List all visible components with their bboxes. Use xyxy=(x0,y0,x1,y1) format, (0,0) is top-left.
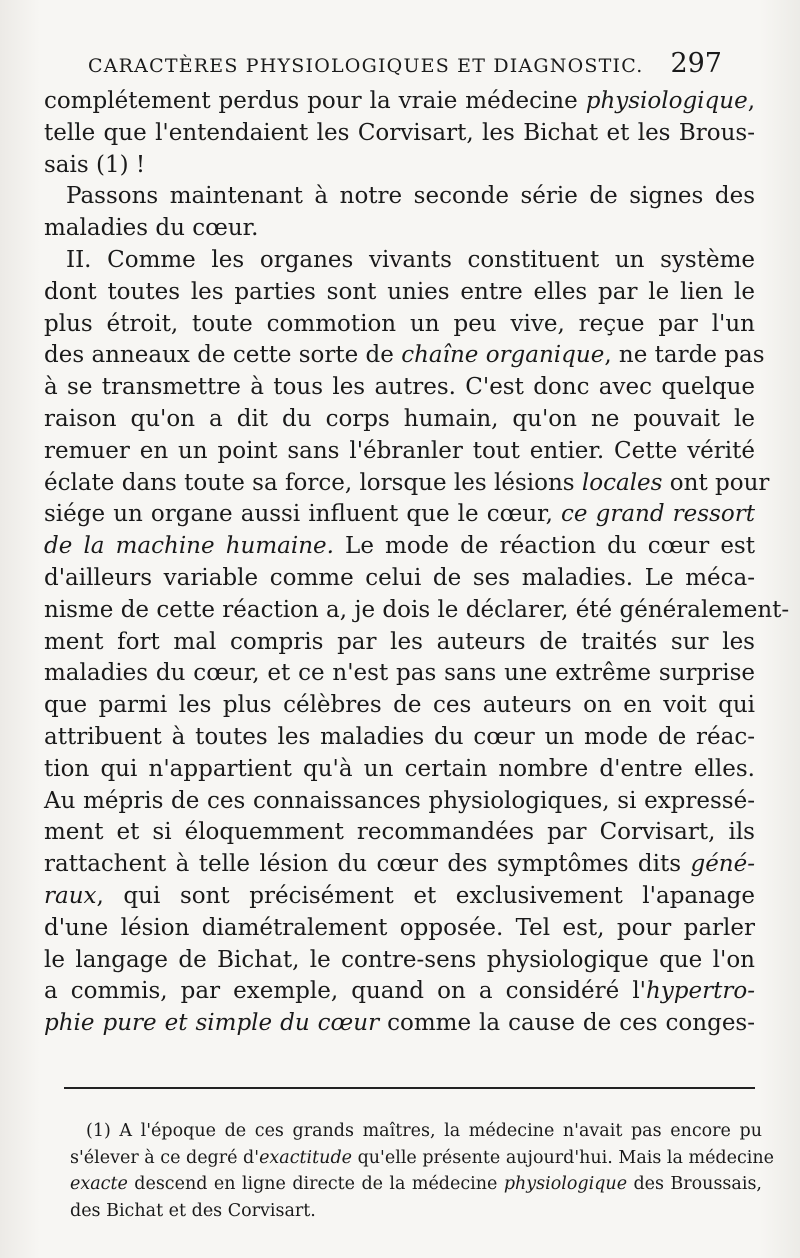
italic-text: exactitude xyxy=(259,1147,353,1168)
text-run: ment et si éloquemment recommandées par Corvisart, ils xyxy=(44,819,755,846)
text-run: complétement perdus pour la vraie médecine xyxy=(44,88,586,114)
page-header xyxy=(88,48,722,82)
text-line xyxy=(44,627,755,659)
italic-text: phie pure et simple du cœur xyxy=(44,1010,380,1037)
italic-text: géné- xyxy=(690,851,755,878)
text-run: ment fort mal compris par les auteurs de traités sur les xyxy=(44,628,755,655)
italic-text: chaîne organique xyxy=(401,342,605,369)
text-run: , qui sont précisément et exclusivement l'apanage xyxy=(96,882,755,909)
footnote xyxy=(70,1118,775,1224)
text-run: ont pour xyxy=(662,469,770,496)
text-run: comme la cause de ces conges- xyxy=(379,1010,756,1037)
text-run: maladies du cœur. xyxy=(44,215,259,242)
text-line xyxy=(44,531,755,563)
text-run: qu'elle présente aujourd'hui. Mais la médecine xyxy=(352,1147,775,1168)
text-line xyxy=(44,658,755,690)
text-run: (1) A l'époque de ces grands maîtres, la médecine n'avait pas encore pu xyxy=(86,1121,762,1141)
text-line xyxy=(44,245,755,277)
text-run: raison qu'on a dit du corps humain, qu'on ne pouvait le xyxy=(44,405,755,432)
italic-text: exacte xyxy=(70,1174,128,1194)
text-run: a commis, par exemple, quand on a considéré l' xyxy=(44,978,646,1005)
text-run: sais (1) ! xyxy=(44,151,146,178)
text-line xyxy=(44,817,755,849)
text-run: à se transmettre à tous les autres. C'est donc avec quelque xyxy=(44,374,755,401)
text-line xyxy=(44,181,755,213)
text-line xyxy=(44,754,755,786)
text-run: attribuent à toutes les maladies du cœur un mode de réac- xyxy=(44,723,755,750)
text-line xyxy=(44,499,755,531)
text-run: nisme de cette réaction a, je dois le déclarer, été généralement- xyxy=(44,596,790,623)
text-line xyxy=(44,86,755,118)
italic-text: de la machine humaine. xyxy=(44,533,334,560)
text-line xyxy=(44,468,770,500)
text-run: des Broussais, xyxy=(627,1174,762,1194)
text-run: d'ailleurs variable comme celui de ses maladies. Le méca- xyxy=(44,564,755,591)
italic-text: locales xyxy=(581,469,663,496)
text-line xyxy=(44,213,755,245)
text-run: des anneaux de cette sorte de xyxy=(44,342,402,369)
text-run: Le mode de réaction du cœur est xyxy=(333,533,755,560)
text-run: que parmi les plus célèbres de ces auteurs on en voit qui xyxy=(44,692,755,719)
italic-text: physiologique xyxy=(585,88,748,114)
text-run: plus étroit, toute commotion un peu vive, reçue par l'un xyxy=(44,310,755,337)
text-line xyxy=(44,309,755,341)
main-text xyxy=(44,86,790,1040)
text-run: s'élever à ce degré d' xyxy=(70,1147,260,1168)
text-line xyxy=(44,118,755,150)
text-run: remuer en un point sans l'ébranler tout entier. Cette vérité xyxy=(44,437,755,464)
text-run: rattachent à telle lésion du cœur des symptômes dits xyxy=(44,851,691,878)
text-line xyxy=(44,786,755,818)
footnote-separator xyxy=(64,1087,755,1089)
text-run: le langage de Bichat, le contre-sens physiologique que l'on xyxy=(44,946,755,973)
text-run: Passons maintenant à notre seconde série de signes des xyxy=(66,183,755,210)
text-line xyxy=(44,277,755,309)
text-run: , xyxy=(747,88,755,114)
text-run: d'une lésion diamétralement opposée. Tel est, pour parler xyxy=(44,914,755,941)
text-run: tion qui n'appartient qu'à un certain nombre d'entre elles. xyxy=(44,755,755,782)
text-run: éclate dans toute sa force, lorsque les lésions xyxy=(44,469,582,496)
text-line xyxy=(44,1008,755,1040)
page-number: 297 xyxy=(670,48,722,79)
text-line xyxy=(44,340,765,372)
footnote-line xyxy=(70,1118,762,1145)
running-title: CARACTÈRES PHYSIOLOGIQUES ET DIAGNOSTIC. xyxy=(88,55,644,77)
text-run: maladies du cœur, et ce n'est pas sans une extrême surprise xyxy=(44,660,755,687)
text-line xyxy=(44,372,755,404)
italic-text: hypertro- xyxy=(646,978,755,1005)
italic-text: raux xyxy=(44,882,97,909)
text-line xyxy=(44,563,755,595)
footnote-line xyxy=(70,1198,762,1225)
text-line xyxy=(44,913,755,945)
text-run: , ne tarde pas xyxy=(604,342,765,369)
text-run: des Bichat et des Corvisart. xyxy=(70,1200,316,1221)
text-line xyxy=(44,404,755,436)
text-line xyxy=(44,436,755,468)
italic-text: ce grand ressort xyxy=(561,501,755,528)
text-line xyxy=(44,976,755,1008)
text-line xyxy=(44,881,755,913)
text-line xyxy=(44,849,755,881)
text-line xyxy=(44,150,755,182)
text-line xyxy=(44,945,755,977)
footnote-line xyxy=(70,1145,775,1172)
text-run: descend en ligne directe de la médecine xyxy=(127,1174,504,1194)
text-line xyxy=(44,690,755,722)
text-line xyxy=(44,722,755,754)
text-run: telle que l'entendaient les Corvisart, les Bichat et les Brous- xyxy=(44,119,755,146)
text-line xyxy=(44,595,790,627)
text-run: siége un organe aussi influent que le cœur, xyxy=(44,501,562,528)
italic-text: physiologique xyxy=(503,1174,628,1194)
text-run: dont toutes les parties sont unies entre elles par le lien le xyxy=(44,278,755,305)
text-run: Au mépris de ces connaissances physiologiques, si expressé- xyxy=(44,787,755,814)
footnote-line xyxy=(70,1171,762,1198)
text-run: II. Comme les organes vivants constituent un système xyxy=(66,246,755,273)
